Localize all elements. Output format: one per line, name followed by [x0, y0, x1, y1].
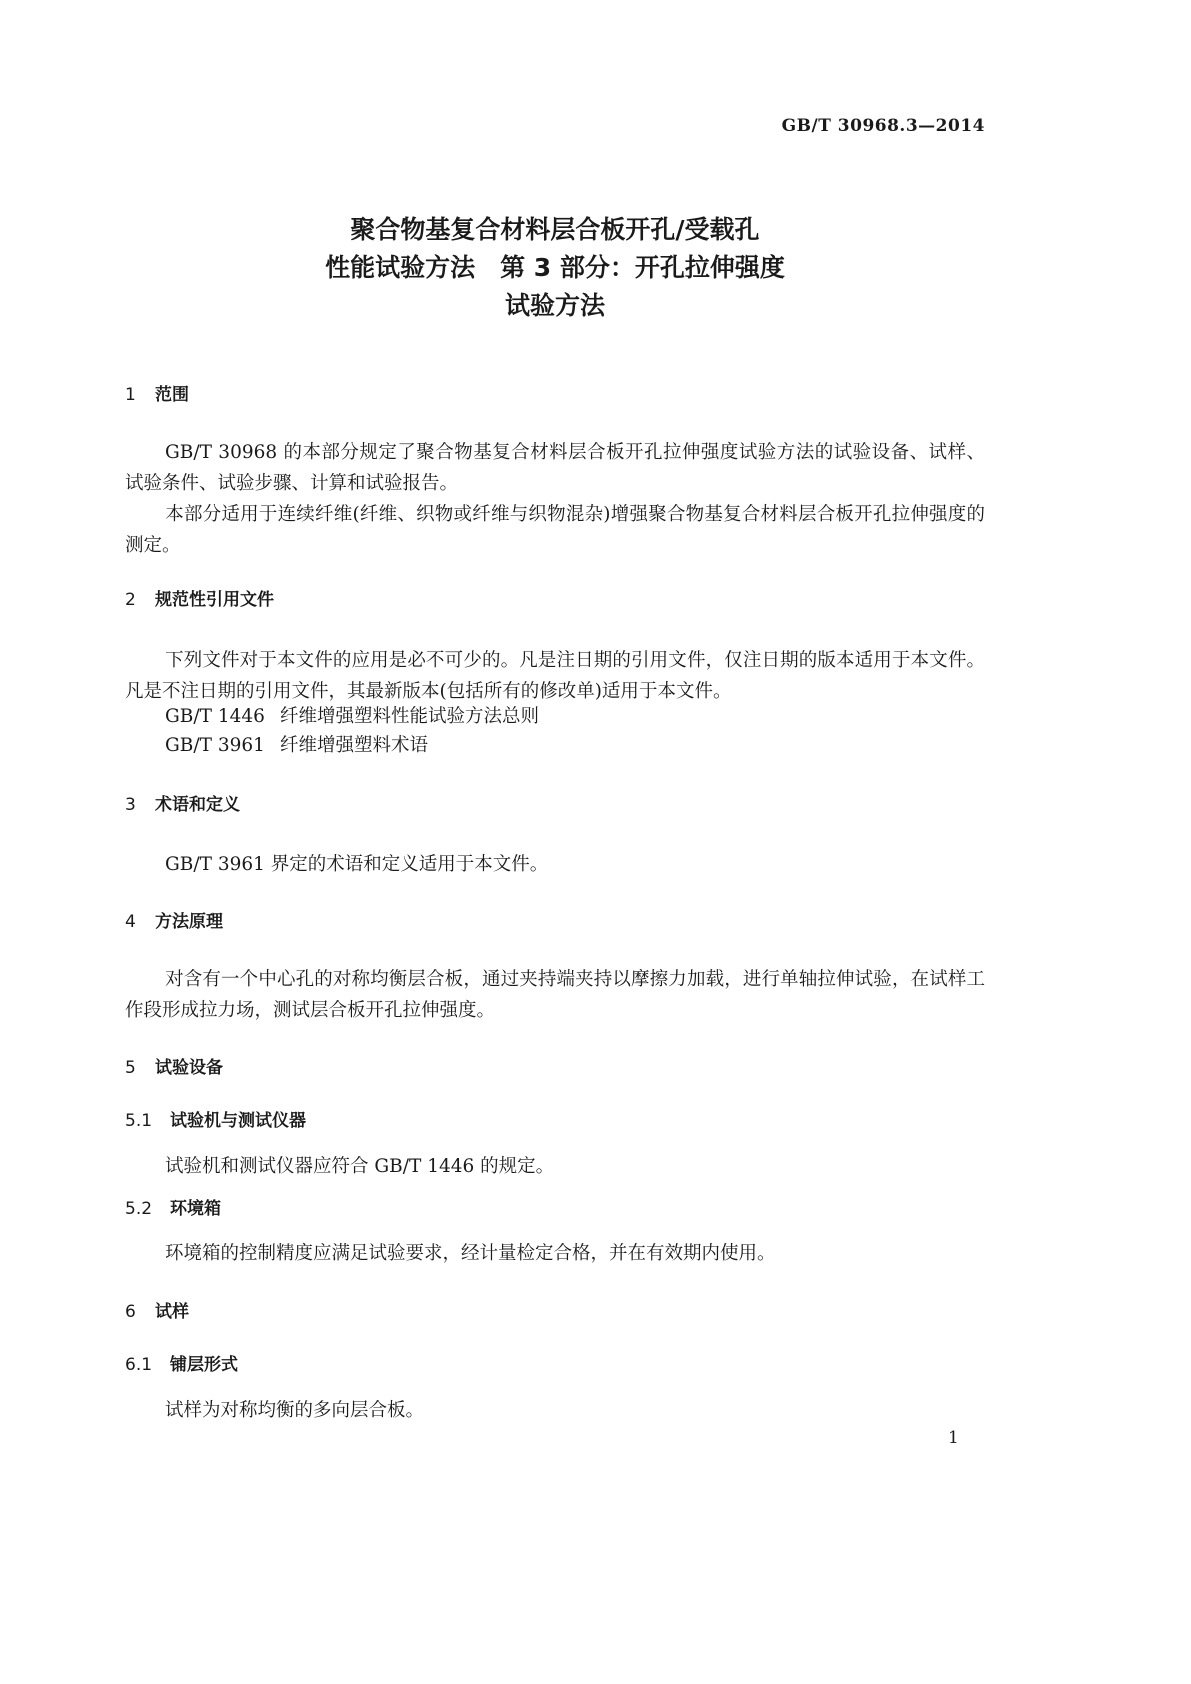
reference-item: [165, 702, 539, 731]
section-6-heading: [125, 1298, 189, 1326]
reference-code: GB/T 3961: [165, 735, 265, 756]
section-1-heading: [125, 381, 189, 409]
section-title: 试样: [155, 1302, 189, 1322]
paragraph: [125, 1395, 985, 1426]
paragraph-text: GB/T 3961 界定的术语和定义适用于本文件。: [165, 854, 549, 875]
paragraph: [125, 964, 985, 1026]
page-number: 1: [948, 1428, 959, 1448]
section-title: 方法原理: [155, 912, 223, 932]
section-number: 6: [125, 1302, 136, 1322]
reference-title: 纤维增强塑料性能试验方法总则: [280, 706, 540, 727]
section-title: 试验设备: [155, 1058, 223, 1078]
section-3-heading: [125, 791, 240, 819]
section-number: 1: [125, 385, 136, 405]
paragraph: [125, 499, 985, 561]
paragraph: [125, 1151, 985, 1182]
paragraph: [125, 849, 985, 880]
document-title-line-1: 聚合物基复合材料层合板开孔/受载孔: [350, 215, 760, 244]
section-title: 铺层形式: [170, 1355, 238, 1375]
section-title: 范围: [155, 385, 189, 405]
section-2-heading: [125, 586, 274, 614]
paragraph-text: GB/T 30968 的本部分规定了聚合物基复合材料层合板开孔拉伸强度试验方法的试验设备、试样、试验条件、试验步骤、计算和试验报告。: [125, 442, 985, 494]
section-5-2-heading: [125, 1195, 221, 1223]
section-number: 5.2: [125, 1199, 153, 1219]
paragraph-text: 试样为对称均衡的多向层合板。: [165, 1400, 425, 1421]
section-5-heading: [125, 1054, 223, 1082]
section-title: 术语和定义: [155, 795, 240, 815]
paragraph-text: 试验机和测试仪器应符合 GB/T 1446 的规定。: [165, 1156, 555, 1177]
reference-item: [165, 731, 428, 760]
reference-code: GB/T 1446: [165, 706, 265, 727]
paragraph: [125, 437, 985, 499]
section-4-heading: [125, 908, 223, 936]
standard-number: GB/T 30968.3—2014: [781, 116, 985, 136]
section-number: 6.1: [125, 1355, 153, 1375]
document-title-line-3: 试验方法: [504, 291, 605, 320]
section-title: 试验机与测试仪器: [170, 1111, 306, 1131]
document-title-line-2: 性能试验方法 第 3 部分：开孔拉伸强度: [325, 253, 785, 282]
paragraph: [125, 645, 985, 707]
section-title: 环境箱: [170, 1199, 221, 1219]
paragraph-text: 下列文件对于本文件的应用是必不可少的。凡是注日期的引用文件，仅注日期的版本适用于本文件。凡是不注日期的引用文件，其最新版本(包括所有的修改单)适用于本文件。: [125, 650, 985, 702]
section-number: 5: [125, 1058, 136, 1078]
paragraph-text: 本部分适用于连续纤维(纤维、织物或纤维与织物混杂)增强聚合物基复合材料层合板开孔拉伸强度的测定。: [125, 504, 985, 556]
section-6-1-heading: [125, 1351, 238, 1379]
section-number: 5.1: [125, 1111, 153, 1131]
section-5-1-heading: [125, 1107, 306, 1135]
paragraph: [125, 1238, 985, 1269]
paragraph-text: 对含有一个中心孔的对称均衡层合板，通过夹持端夹持以摩擦力加载，进行单轴拉伸试验，在试样工作段形成拉力场，测试层合板开孔拉伸强度。: [125, 969, 985, 1021]
section-number: 3: [125, 795, 136, 815]
paragraph-text: 环境箱的控制精度应满足试验要求，经计量检定合格，并在有效期内使用。: [165, 1243, 776, 1264]
reference-title: 纤维增强塑料术语: [280, 735, 429, 756]
section-number: 2: [125, 590, 136, 610]
section-number: 4: [125, 912, 136, 932]
section-title: 规范性引用文件: [155, 590, 274, 610]
